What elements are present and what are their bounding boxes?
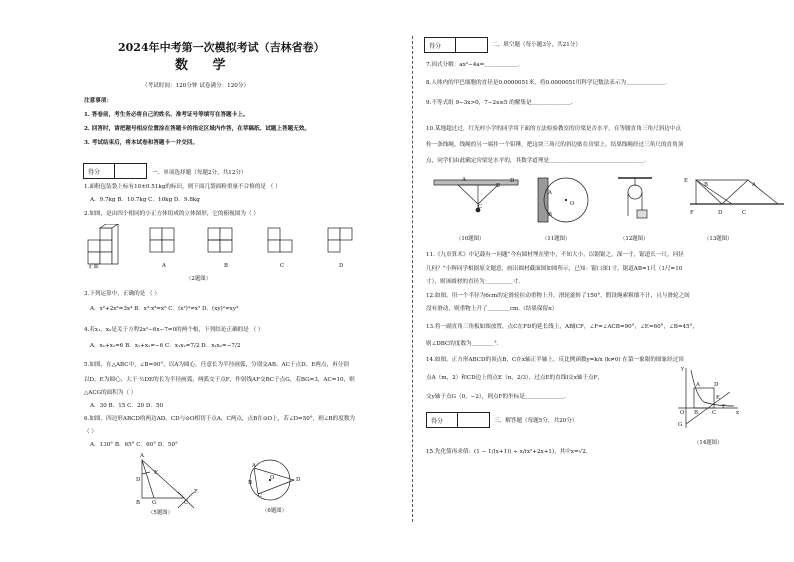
q11-label-b: B (548, 212, 552, 218)
score-box-section-1 (83, 163, 147, 179)
notice-item-1: 1. 答卷前，考生务必将自己的姓名、准考证号等填写在答题卡上。 (84, 112, 249, 118)
q11-caption: （11题图） (542, 236, 571, 242)
q15-text: 15.先化简再求值：(1 − 1/(x+1)) ÷ x/(x²+2x+1)，其中x=√2. (426, 449, 588, 455)
q5-label-c: C (184, 500, 189, 506)
q13-label-a: A (752, 182, 756, 188)
q10-label-d: D (510, 178, 515, 184)
q13-line-2: 则∠DBC的度数为＿＿＿＿°. (426, 341, 499, 347)
q14-label-b: B (694, 410, 698, 416)
q5-label-f: F (194, 489, 198, 495)
notice-item-3: 3. 考试结束后，将本试卷和答题卡一并交回。 (84, 140, 199, 146)
q11-label-a: A (548, 190, 552, 196)
q13-label-e: E (684, 178, 688, 184)
q14-label-e: E (716, 395, 720, 401)
q10-figure (434, 180, 518, 212)
q10-line-3: 点，同学们由此确定房梁是水平的，其数学道理是＿＿＿＿＿＿＿＿＿＿＿＿＿＿＿＿＿. (426, 158, 646, 164)
q5-options: A．30 B．15 C．20 D．50 (90, 403, 164, 409)
q1-options: A．9.7kg B．10.7kg C．10kg D．9.8kg (90, 197, 200, 203)
q5-caption: （5题图） (148, 510, 173, 516)
q2-option-b (208, 228, 232, 252)
q6-options: A．130° B．65° C．60° D．50° (90, 442, 178, 448)
q10-q13-figures (432, 174, 787, 230)
q2-option-a (150, 228, 174, 252)
q11-figure (538, 178, 588, 222)
q2-stem: 2.如图，是由四个相同的小正方体组成的立体图形，它的俯视图为（ ） (84, 211, 259, 217)
q14-label-y: y (681, 366, 685, 372)
right-column (412, 0, 794, 562)
q4-stem: 4.若x₁，x₂是关于方程2x²−6x−7=0的两个根，下列结论正确的是 （ ） (84, 327, 264, 333)
q5-label-a: A (140, 453, 144, 459)
q10-label-b: B (496, 183, 500, 189)
q14-label-a: A (696, 382, 700, 388)
q14-label-d: D (714, 382, 719, 388)
q14-label-c: C (712, 410, 717, 416)
q2-caption: （2题图） (186, 276, 211, 282)
q14-line-3: 交y轴于点G（0，−2），则点F的坐标是＿＿＿＿＿＿＿. (426, 394, 566, 400)
q5-line-2: 以D，E为圆心，大于 ½DE的长为半径画弧，两弧交于点F，作射线AF交BC于点G，若BG=3，AC=10，则 (84, 377, 355, 383)
q5-line-1: 5.如图，在△ABC中，∠B=90°，以A为圆心，任意长为半径画弧，分别交AB、AC于点D、E两点，再分别 (84, 362, 349, 368)
q11-line-2: 几何？”小辉同学根据原文题意，画出圆材截面图如图所示，已知：锯口深1寸，锯道AB=1尺（1尺=10 (426, 266, 683, 272)
q12-line-2: 没有滑动，则重物上升了＿＿＿＿cm.（结果保留π） (426, 306, 558, 312)
q14-figure (674, 366, 740, 432)
q14-label-x: x (736, 410, 740, 416)
q2-label-a: A (162, 263, 166, 269)
q6-label-b: B (248, 480, 252, 486)
q14-caption: （14题图） (694, 440, 723, 446)
q12-figure (618, 178, 652, 218)
q6-label-c: C (258, 493, 263, 499)
q2-solid-figure (88, 224, 118, 264)
q2-front-label: 正面 (88, 264, 99, 270)
q11-label-o: O (570, 201, 575, 207)
q13-label-b: B (704, 182, 708, 188)
q12-caption: （12题图） (620, 236, 649, 242)
q5-label-g: G (152, 500, 157, 506)
q10-label-a: A (462, 177, 466, 183)
q10-label-c: C (478, 204, 483, 210)
q6-bracket: （ ） (84, 429, 97, 435)
q13-label-d: D (718, 210, 723, 216)
section-3-heading: 三、解答题（每题5分，共20分） (494, 418, 578, 424)
q13-line-1: 13.将一副直角三角板如图放置，点C在FD的延长线上，AB∥CF，∠F=∠ACB=90°，∠E=60°，∠B=45°， (426, 324, 699, 330)
q6-label-a: A (252, 463, 256, 469)
subject-title: 数 学 (175, 58, 236, 73)
q7-text: 7.因式分解：ax²−4a=＿＿＿＿＿＿. (426, 62, 520, 68)
q9-text: 9.不等式组 9−3x>0，7−2x≤5 的解集是＿＿＿＿＿＿＿. (426, 100, 573, 106)
q13-caption: （13题图） (704, 236, 733, 242)
q6-label-o: O (270, 475, 275, 481)
q6-stem: 6.如图，四边形ABCD的两边AD、CD与⊙O相切于点A，C两点，点B在⊙O上，若∠D=50°，则∠B的度数为 (84, 416, 356, 422)
q2-label-c: C (280, 263, 285, 269)
q2-option-d (328, 228, 352, 252)
q1-stem: 1.面粉包装袋上标有10±0.51kg的标识，则下面几袋面粉重量不合格的是 （ ） (84, 184, 281, 190)
q5-label-b: B (136, 500, 140, 506)
score-label: 得分 (88, 169, 101, 176)
score-label: 得分 (429, 43, 442, 50)
notice-item-2: 2. 回答时，请把题号相应位置涂在答题卡的指定区域内作答，在草稿纸、试题上答题无效。 (84, 126, 310, 132)
q5-line-3: △ACG的面积为（ ） (84, 390, 137, 396)
q10-caption: （10题图） (456, 236, 485, 242)
q5-label-d: D (136, 477, 141, 483)
q6-label-d: D (296, 477, 301, 483)
q2-label-b: B (224, 263, 228, 269)
q10-line-1: 10.某地超过过，红光村小学的同学用下面的方法检验教室的房梁是否水平，在等腰直角三角尺斜边中点 (426, 126, 682, 132)
q2-figures (84, 224, 384, 284)
q11-line-1: 11.《九章算术》中记载有一问题“今有圆材埋在壁中，不知大小，以锯锯之，深一寸，锯道长一尺，问径 (426, 252, 684, 258)
q14-line-1: 14.如图，正方形ABCD的顶点B，C在x轴正半轴上，反比例函数y=k/x (k≠0) 在第一象限的图象经过顶 (426, 357, 684, 363)
q8-text: 8.人体内的甲巴细胞的直径是0.0000051米，将0.0000051用科学记数法表示为＿＿＿＿＿＿＿. (426, 80, 668, 86)
q10-line-2: 拴一条线绳，线绳的另一端挂一个铅锤，把这块三角尺的斜边贴在房梁上，结果线绳经过三角尺的直角顶 (426, 142, 684, 148)
q14-line-2: 点A（m，2）和CD边上的点E（n，2/3），过点E的直线l交x轴于点F， (426, 375, 604, 381)
exam-info: （考试时间：120分钟 试卷满分：120分） (142, 83, 250, 89)
q13-label-c: C (742, 210, 747, 216)
q11-line-3: 寸），则该圆材的直径为＿＿＿＿＿寸. (426, 279, 521, 285)
q6-caption: （6题图） (262, 508, 287, 514)
score-box-section-3 (426, 412, 490, 428)
score-box-section-2 (424, 37, 488, 53)
q4-options: A．x₁+x₂=6 B．x₁+x₂=−6 C．x₁x₂=7/2 D．x₁x₂=−7/2 (90, 343, 241, 349)
q2-label-d: D (339, 263, 344, 269)
q13-label-f: F (690, 210, 694, 216)
q2-option-c (268, 228, 292, 252)
q5-label-e: E (154, 470, 158, 476)
notice-heading: 注意事项： (84, 98, 112, 104)
q14-label-f: F (722, 404, 726, 410)
exam-title: 2024年中考第一次模拟考试（吉林省卷） (118, 41, 325, 54)
q6-figure (244, 452, 316, 510)
q14-label-g: G (678, 422, 683, 428)
score-label: 得分 (431, 418, 444, 425)
q14-label-o: O (680, 410, 685, 416)
section-2-heading: 二、填空题（每小题3分，共21分） (492, 42, 581, 48)
section-1-heading: 一、单项选择题（每题2分，共12分） (152, 170, 247, 176)
q12-line-1: 12.如图，用一个半径为6cm的定滑轮拉动重物上升，滑轮旋转了150°，假设绳索粗细不计，且与滑轮之间 (426, 293, 690, 299)
q3-stem: 3.下列运算中，正确的是 （ ） (84, 291, 161, 297)
q3-options: A．x²+2x²=3x⁴ B．x³·x³=x⁶ C．(x²)³=x⁵ D．(xy)²=xy² (90, 306, 239, 312)
